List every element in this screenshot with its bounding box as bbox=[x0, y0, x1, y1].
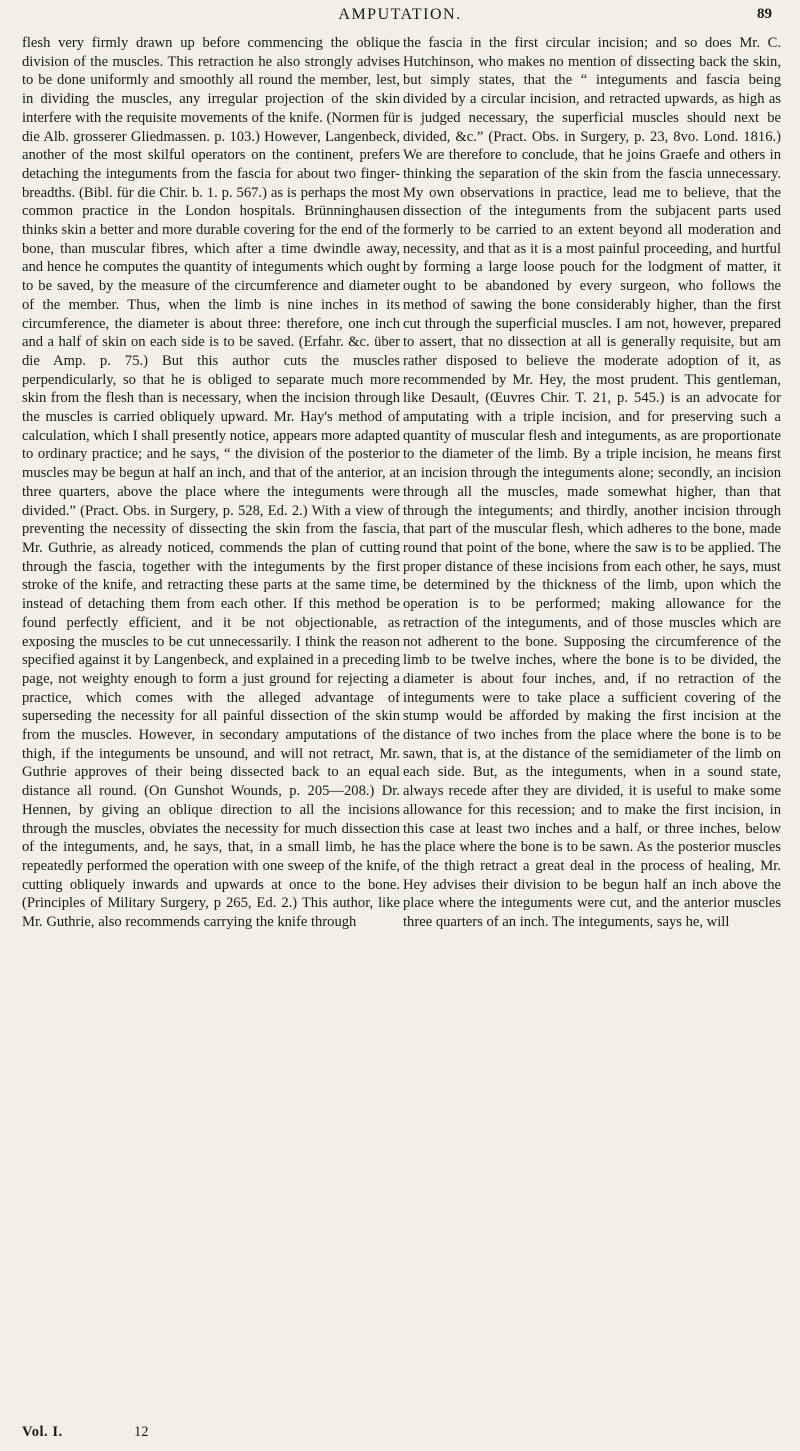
left-column-text: flesh very firmly drawn up before commencing the oblique division of the muscles. This retraction he also strongly advises to be done uniformly and smoothly all round the member, lest, in dividing the muscles, any irregular projection of the skin interfere with the requisite movements of the knife. (Normen für die Alb. grosserer Gliedmassen. p. 103.) However, Langenbeck, another of the most skilful operators on the continent, prefers detaching the integuments from the fascia for about two finger-breadths. (Bibl. für die Chir. b. 1. p. 567.) as is perhaps the most common practice in the London hospitals. Brünninghausen thinks skin a better and more durable covering for the end of the bone, than muscular fibres, which after a time dwindle away, and hence he computes the quantity of integuments which ought to be saved, by the measure of the circumference and diameter of the member. Thus, when the limb is nine inches in its circumference, the diameter is about three: therefore, one inch and a half of skin on each side is to be saved. (Erfahr. &c. über die Amp. p. 75.) But this author cuts the muscles perpendicularly, so that he is obliged to separate much more skin from the flesh than is necessary, when the incision through the muscles is carried obliquely upward. Mr. Hay's method of calculation, which I shall presently notice, appears more adapted to ordinary practice; and he says, “ the division of the posterior muscles may be begun at half an inch, and that of the anterior, at three quarters, above the place where the integuments were divided.” (Pract. Obs. in Surgery, p. 528, Ed. 2.) With a view of preventing the necessity of dissecting the skin from the fascia, Mr. Guthrie, as already noticed, commends the plan of cutting through the fascia, together with the integuments by the first stroke of the knife, and retracting these parts at the same time, instead of detaching them from each other. If this method be found perfectly efficient, and it be not objectionable, as exposing the muscles to be cut unnecessarily. I think the reason specified against it by Langenbeck, and explained in a preceding page, not weighty enough to form a just ground for rejecting a practice, which comes with the alleged advantage of superseding the necessity for all painful dissection of the skin from the muscles. However, in secondary amputations of the thigh, if the integuments be unsound, and will not retract, Mr. Guthrie approves of their being dissected back to an equal distance all round. (On Gunshot Wounds, p. 205—208.) Dr. Hennen, by giving an oblique direction to all the incisions through the muscles, obviates the necessity for much dissection of the integuments, and, he says, that, in a small limb, he has repeatedly performed the operation with one sweep of the knife, cutting obliquely inwards and upwards at once to the bone. (Principles of Military Surgery, p 265, Ed. 2.) This author, like Mr. Guthrie, also recommends carrying the knife through bbox=[22, 35, 400, 931]
running-title: AMPUTATION. bbox=[338, 6, 462, 23]
left-column bbox=[22, 34, 400, 932]
page-footer bbox=[22, 1424, 400, 1444]
page-header bbox=[0, 6, 800, 30]
signature-mark: 12 bbox=[134, 1424, 149, 1440]
volume-label: Vol. I. bbox=[22, 1424, 63, 1440]
page-number: 89 bbox=[757, 6, 772, 22]
right-column-text: the fascia in the first circular incision; and so does Mr. C. Hutchinson, who makes no mention of dissecting back the skin, but simply states, that the “ integuments and fascia being divided by a circular incision, and retracted upwards, as high as is judged necessary, the superficial muscles should next be divided, &c.” (Pract. Obs. in Surgery, p. 23, 8vo. Lond. 1816.) We are therefore to conclude, that he joins Graefe and others in thinking the separation of the skin from the fascia unnecessary. My own observations in practice, lead me to believe, that the dissection of the integuments from the subjacent parts used formerly to be carried to an extent beyond all moderation and necessity, and that as it is a most painful proceeding, and hurtful by forming a large loose pouch for the lodgment of matter, it ought to be abandoned by every surgeon, who follows the method of sawing the bone considerably higher, than the first cut through the superficial muscles. I am not, however, prepared to assert, that no dissection at all is generally requisite, but am rather disposed to believe the moderate adoption of it, as recommended by Mr. Hey, the most prudent. This gentleman, like Desault, (Œuvres Chir. T. 21, p. 545.) is an advocate for amputating with a triple incision, and for preserving such a quantity of muscular flesh and integuments, as are proportionate to the diameter of the limb. By a triple incision, he means first an incision through the integuments alone; secondly, an incision through all the muscles, made somewhat higher, than that through the integuments; and thirdly, another incision through that part of the muscular flesh, which adheres to the bone, made round that point of the bone, where the saw is to be applied. The proper distance of these incisions from each other, he says, must be determined by the thickness of the limb, upon which the operation is to be performed; making allowance for the retraction of the integuments, and of those muscles which are not adherent to the bone. Supposing the circumference of the limb to be twelve inches, where the bone is to be divided, the diameter is about four inches, and, if no retraction of the integuments were to take place a sufficient covering of the stump would be afforded by making the first incision at the distance of two inches from the place where the bone is to be sawn, that is, at the distance of the semidiameter of the limb on each side. But, as the integuments, when in a sound state, always recede after they are divided, it is useful to make some allowance for this recession; and to make the first incision, in this case at least two inches and a half, or three inches, below the place where the bone is to be sawn. As the posterior muscles of the thigh retract a great deal in the process of healing, Mr. Hey advises their division to be begun half an inch above the place where the integuments were cut, and the anterior muscles three quarters of an inch. The integuments, says he, will bbox=[403, 35, 781, 931]
right-column bbox=[403, 34, 781, 932]
